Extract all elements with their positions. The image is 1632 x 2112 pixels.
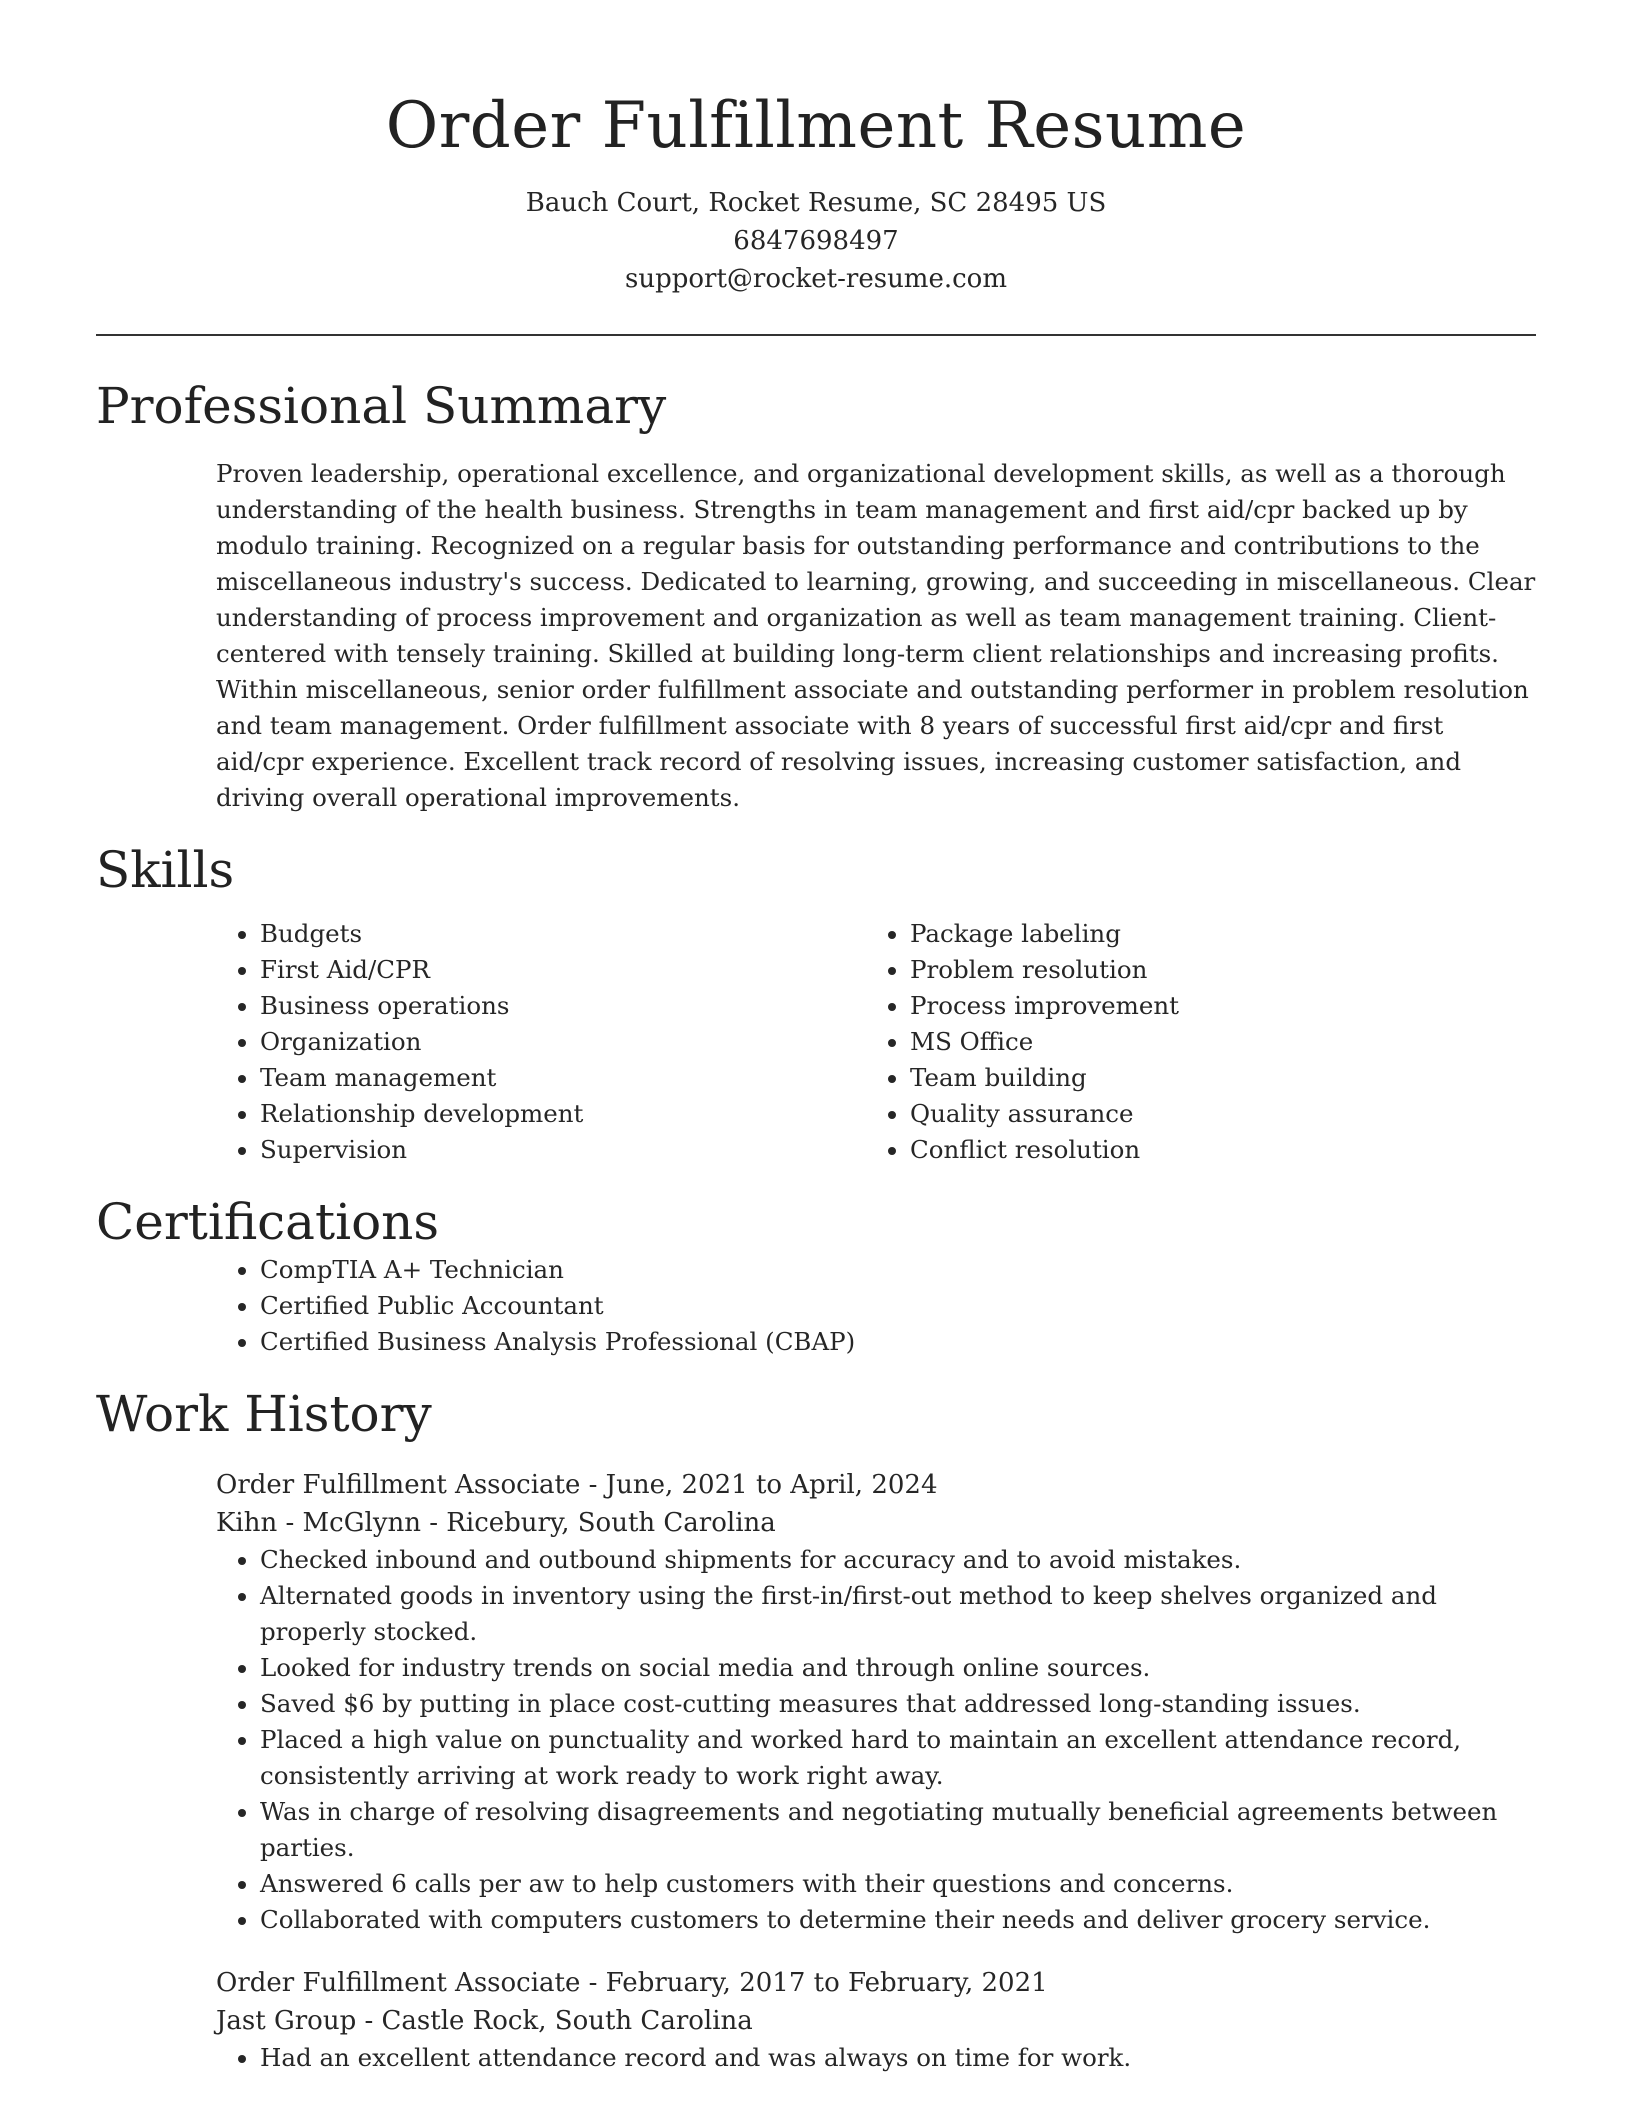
skills-columns [96,916,1536,1168]
list-item: • CompTIA A+ Technician [260,1252,1536,1288]
summary-text: Proven leadership, operational excellence, and organizational development skills, as well as a thorough understanding of the health business. Strengths in team management and first aid/cpr backed up by modulo training. Recognized on a regular basis for outstanding performance and contributions to the miscellaneous industry's success. Dedicated to learning, growing, and succeeding in miscellaneous. Clear understanding of process improvement and organization as well as team management training. Client-centered with tensely training. Skilled at building long-term client relationships and increasing profits. Within miscellaneous, senior order fulfillment associate and outstanding performer in problem resolution and team management. Order fulfillment associate with 8 years of successful first aid/cpr and first aid/cpr experience. Excellent track record of resolving issues, increasing customer satisfaction, and driving overall operational improvements. [216,459,1536,812]
list-item: • MS Office [910,1024,1510,1060]
job-company-line: Kihn - McGlynn - Ricebury, South Carolina [216,1508,776,1538]
job-company-line: Jast Group - Castle Rock, South Carolina [216,2006,753,2036]
header-divider [96,334,1536,336]
job-duties-list [96,2040,1536,2076]
list-item: • Quality assurance [910,1096,1510,1132]
list-item: • Process improvement [910,988,1510,1024]
job-title-line: Order Fulfillment Associate - June, 2021 to April, 2024 [216,1470,938,1500]
job-duties-list [96,1542,1536,1938]
list-item: • Supervision [260,1132,750,1168]
list-item: • Conflict resolution [910,1132,1510,1168]
job-header [216,1466,1536,1542]
skills-list-left [96,916,750,1168]
list-item: • Business operations [260,988,750,1024]
list-item: • Had an excellent attendance record and was always on time for work. [260,2040,1536,2076]
skills-heading: Skills [96,841,235,899]
contact-email: support@rocket-resume.com [624,264,1007,294]
list-item: • Package labeling [910,916,1510,952]
list-item: • Saved $6 by putting in place cost-cutting measures that addressed long-standing issues. [260,1686,1516,1722]
work-history-heading: Work History [96,1385,432,1443]
list-item: • Looked for industry trends on social media and through online sources. [260,1650,1516,1686]
resume-title: Order Fulfillment Resume [385,89,1247,163]
list-item: • Certified Public Accountant [260,1288,1536,1324]
contact-phone: 6847698497 [733,226,899,256]
list-item: • Collaborated with computers customers to determine their needs and deliver grocery service. [260,1902,1516,1938]
list-item: • Answered 6 calls per aw to help customers with their questions and concerns. [260,1866,1516,1902]
certifications-list [96,1252,1536,1360]
contact-block [96,184,1536,298]
list-item: • Relationship development [260,1096,750,1132]
skills-list-right [750,916,1510,1168]
summary-heading: Professional Summary [96,377,667,435]
resume-page [96,0,1536,2076]
list-item: • Checked inbound and outbound shipments for accuracy and to avoid mistakes. [260,1542,1516,1578]
list-item: • Budgets [260,916,750,952]
job-header [216,1964,1536,2040]
certifications-heading: Certifications [96,1193,440,1251]
job-title-line: Order Fulfillment Associate - February, 2017 to February, 2021 [216,1968,1048,1998]
list-item: • Problem resolution [910,952,1510,988]
list-item: • Was in charge of resolving disagreements and negotiating mutually beneficial agreements between parties. [260,1794,1516,1866]
list-item: • Organization [260,1024,750,1060]
list-item: • Team building [910,1060,1510,1096]
list-item: • Team management [260,1060,750,1096]
contact-address: Bauch Court, Rocket Resume, SC 28495 US [525,188,1107,218]
list-item: • First Aid/CPR [260,952,750,988]
list-item: • Placed a high value on punctuality and worked hard to maintain an excellent attendance record, consistently arriving at work ready to work right away. [260,1722,1516,1794]
list-item: • Certified Business Analysis Professional (CBAP) [260,1324,1536,1360]
list-item: • Alternated goods in inventory using the first-in/first-out method to keep shelves organized and properly stocked. [260,1578,1516,1650]
